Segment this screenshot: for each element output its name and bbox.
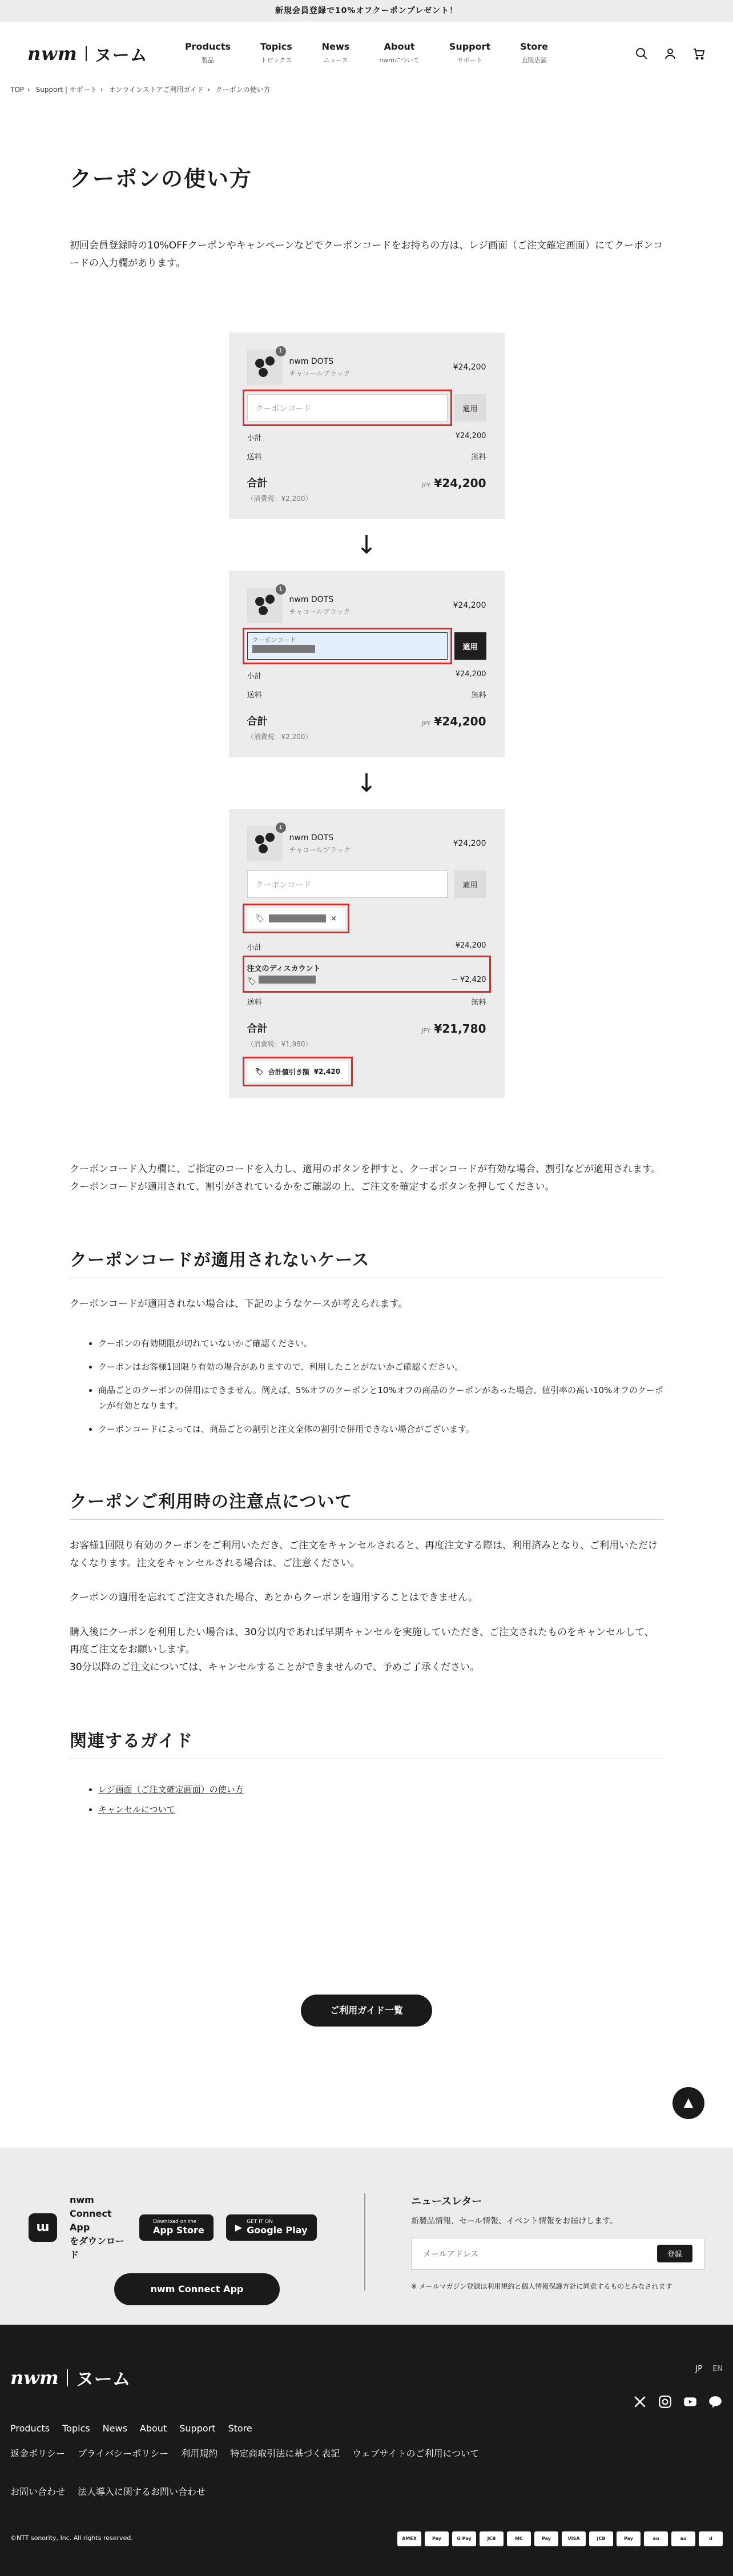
shipping-row [247, 451, 486, 462]
list-item: • クーポンコードによっては、商品ごとの割引と注文全体の割引で併用できない場合がございます。 [98, 1422, 663, 1437]
nav-label: Topics [260, 41, 292, 52]
apply-button[interactable]: 適用 [454, 870, 486, 898]
product-name: nwm DOTS [289, 356, 334, 366]
nav-about[interactable] [379, 41, 419, 65]
app-store-badge[interactable] [139, 2214, 214, 2241]
logo[interactable] [27, 41, 148, 66]
play-icon: ▶ [235, 2222, 243, 2233]
nav-sublabel: トピックス [260, 57, 292, 64]
section-paragraph: 30分以降のご注文については、キャンセルすることができませんので、予めご了承ください。 [70, 1661, 480, 1673]
footer-nav-link[interactable]: Products [10, 2422, 50, 2434]
product-variant: チャコールブラック [289, 845, 351, 854]
section-heading: クーポンコードが適用されないケース [70, 1246, 663, 1278]
footer-nav-link[interactable]: Store [228, 2422, 252, 2434]
jcb-alt-icon: JCB [589, 2531, 613, 2546]
redacted-code [259, 976, 316, 984]
mastercard-icon: MC [507, 2531, 531, 2546]
footer-link[interactable]: 利用規約 [181, 2447, 218, 2459]
logo-latin: nwm [10, 2366, 59, 2389]
footer-link[interactable]: お問い合わせ [10, 2486, 66, 2497]
product-name: nwm DOTS [289, 595, 334, 604]
subtotal-row [247, 432, 486, 443]
store-small-label: GET IT ON [247, 2219, 273, 2225]
nav-label: Support [449, 41, 491, 52]
remove-coupon-button[interactable]: × [331, 914, 337, 923]
product-thumbnail [247, 826, 283, 861]
cart-item [247, 588, 486, 623]
nav-label: News [321, 41, 350, 52]
total-row [247, 475, 486, 490]
total-label: 合計 [247, 1023, 268, 1036]
search-icon[interactable] [635, 47, 649, 61]
tax-note: （消費税：¥2,200） [247, 495, 312, 503]
store-label: App Store [153, 2225, 204, 2236]
footer-link[interactable]: 返金ポリシー [10, 2447, 66, 2459]
copyright: ©NTT sonority, Inc. All rights reserved. [10, 2534, 133, 2542]
nav-sublabel: nwmについて [379, 57, 420, 64]
breadcrumb-support[interactable]: Support | サポート [35, 86, 97, 94]
d-payment-icon: d [699, 2531, 723, 2546]
nav-news[interactable] [322, 41, 350, 65]
breadcrumb-current: クーポンの使い方 [215, 86, 271, 94]
x-icon[interactable] [633, 2394, 647, 2409]
coupon-input[interactable]: クーポンコード [247, 394, 448, 422]
discount-label: 注文のディスカウント [247, 965, 321, 974]
subtotal-value: ¥24,200 [455, 941, 486, 950]
tag-icon: 🏷 [255, 914, 265, 923]
nav-sublabel: 直販店舗 [521, 57, 547, 64]
au-pay-icon: au [644, 2531, 668, 2546]
checkout-example-applied [229, 809, 505, 1098]
tag-icon: 🏷 [255, 1068, 264, 1076]
subtotal-label: 小計 [247, 434, 262, 443]
shipping-value: 無料 [471, 691, 486, 700]
au-icon: au [671, 2531, 695, 2546]
cart-item [247, 350, 486, 385]
shop-pay-icon: Pay [534, 2531, 558, 2546]
cart-icon[interactable] [692, 47, 706, 61]
subtotal-label: 小計 [247, 944, 262, 953]
tax-note: （消費税：¥1,980） [247, 1040, 312, 1049]
list-item: • 商品ごとのクーポンの併用はできません。例えば、5%オフのクーポンと10%オフの商品のクーポンがあった場合、値引率の高い10%オフのクーポンが有効となります。 [98, 1383, 663, 1414]
store-label: Google Play [247, 2225, 308, 2236]
product-variant: チャコールブラック [289, 369, 351, 378]
youtube-icon[interactable] [683, 2394, 698, 2409]
main-content [70, 102, 663, 2027]
footer-link[interactable]: プライバシーポリシー [78, 2447, 169, 2459]
app-promo [29, 2193, 365, 2294]
subtotal-label: 小計 [247, 672, 262, 681]
nav-store[interactable] [520, 41, 548, 65]
coupon-row [247, 870, 486, 898]
nav-products[interactable] [185, 41, 231, 65]
nav-label: Store [520, 41, 549, 52]
shipping-label: 送料 [247, 453, 262, 462]
site-footer [0, 2325, 733, 2576]
coupon-field-label: クーポンコード [252, 636, 296, 644]
nav-label: Products [184, 41, 231, 52]
footer-logo[interactable] [10, 2365, 723, 2391]
site-header [0, 22, 733, 86]
total-value: ¥21,780 [434, 1022, 486, 1036]
section-paragraph: お客様1回限り有効のクーポンをご利用いただき、ご注文をキャンセルされると、再度注文する際は、利用済みとなり、ご利用いただけなくなります。注文をキャンセルされる場合は、ご注意ください。 [70, 1539, 658, 1569]
google-pay-icon: G Pay [452, 2531, 476, 2546]
nav-sublabel: サポート [457, 57, 482, 64]
total-value: ¥24,200 [434, 715, 486, 729]
tax-note: （消費税：¥2,200） [247, 733, 312, 741]
visa-icon: VISA [562, 2531, 586, 2546]
instruction-paragraph: クーポンコード入力欄に、ご指定のコードを入力し、適用のボタンを押すと、クーポンコードが有効な場合、割引などが適用されます。 [70, 1163, 661, 1175]
redacted-code [269, 914, 326, 922]
total-value: ¥24,200 [434, 476, 486, 491]
section-paragraph: クーポンの適用を忘れてご注文された場合、あとからクーポンを適用することはできません。 [70, 1592, 478, 1604]
nav-sublabel: ニュース [323, 57, 348, 64]
breadcrumb-top[interactable]: TOP [10, 86, 25, 94]
total-row [247, 1021, 486, 1036]
nav-topics[interactable] [260, 41, 292, 65]
language-switcher [695, 2365, 723, 2373]
tag-icon: 🏷 [247, 977, 259, 986]
main-nav [185, 41, 548, 65]
total-saving [247, 1061, 349, 1082]
social-links [633, 2394, 723, 2409]
shipping-value: 無料 [471, 453, 486, 462]
related-link[interactable]: • キャンセルについて [98, 1802, 663, 1817]
guide-list-button[interactable]: ご利用ガイド一覧 [301, 1995, 432, 2027]
header-icons [635, 47, 706, 61]
footer-nav-link[interactable]: Topics [62, 2422, 90, 2434]
google-play-badge[interactable] [226, 2214, 317, 2241]
logo-divider [67, 2369, 68, 2386]
saving-value: ¥2,420 [313, 1068, 341, 1076]
total-label: 合計 [247, 716, 268, 728]
newsletter [365, 2193, 704, 2325]
subtotal-row [247, 670, 486, 681]
list-item: • クーポンはお客様1回限り有効の場合がありますので、利用したことがないかご確認ください。 [98, 1359, 663, 1375]
product-price: ¥24,200 [453, 839, 486, 849]
apple-pay-icon: Pay [425, 2531, 449, 2546]
subtotal-row [247, 941, 486, 952]
coupon-row [247, 394, 486, 422]
jcb-icon: JCB [480, 2531, 504, 2546]
apply-button-active[interactable]: 適用 [454, 632, 486, 660]
breadcrumb: TOP › Support | サポート › オンラインストアご利用ガイド › クーポンの使い方 [10, 86, 271, 94]
announcement-bar[interactable]: 新規会員登録で10%オフクーポンプレゼント！ [0, 0, 733, 22]
footer-link[interactable]: 法人導入に関するお問い合わせ [78, 2486, 206, 2497]
coupon-row [247, 632, 486, 660]
checkout-example-empty [229, 332, 505, 519]
app-icon: ɯ [29, 2213, 57, 2242]
section-heading: クーポンご利用時の注意点について [70, 1487, 663, 1520]
footer-link[interactable]: ウェブサイトのご利用について [352, 2447, 480, 2459]
amex-icon: AMEX [397, 2531, 421, 2546]
line-icon[interactable] [708, 2394, 723, 2409]
qty-badge: 1 [276, 584, 286, 595]
down-arrow-icon: ↓ [356, 768, 377, 798]
product-thumbnail [247, 350, 283, 385]
shipping-row [247, 996, 486, 1007]
footer-links [10, 2446, 524, 2498]
arrow-up-icon: ▲ [683, 2096, 694, 2110]
redacted-code [252, 645, 315, 653]
product-thumbnail [247, 588, 283, 623]
total-row [247, 713, 486, 728]
coupon-input[interactable]: クーポンコード [247, 870, 448, 898]
related-link[interactable]: • レジ画面（ご注文確定画面）の使い方 [98, 1782, 663, 1797]
discount-value: − ¥2,420 [451, 976, 486, 985]
subtotal-value: ¥24,200 [455, 670, 486, 679]
total-label: 合計 [247, 478, 268, 490]
footer-link[interactable]: 特定商取引法に基づく表記 [230, 2447, 340, 2459]
paypay-icon: Pay [617, 2531, 641, 2546]
logo-kana: ヌーム [75, 2368, 131, 2390]
nav-support[interactable] [449, 41, 490, 65]
nav-label: About [384, 41, 415, 52]
qty-badge: 1 [276, 346, 286, 356]
instruction-paragraph: クーポンコードが適用されて、割引がされているかをご確認の上、ご注文を確定するボタンを押してください。 [70, 1181, 555, 1193]
apply-button[interactable]: 適用 [454, 394, 486, 422]
currency: JPY [421, 720, 431, 728]
section-related [70, 1727, 663, 1817]
logo-divider [86, 46, 87, 61]
instagram-icon[interactable] [658, 2394, 672, 2409]
product-variant: チャコールブラック [289, 607, 351, 616]
footer-nav-link[interactable]: News [102, 2422, 127, 2434]
section-paragraph: 購入後にクーポンを利用したい場合は、30分以内であれば早期キャンセルを実施していただき、ご注文されたものをキャンセルして、再度ご注文をお願いします。 [70, 1626, 654, 1656]
case-list [70, 1336, 663, 1437]
nav-sublabel: 製品 [201, 57, 214, 64]
list-item: • クーポンの有効期限が切れていないかご確認ください。 [98, 1336, 663, 1351]
account-icon[interactable] [663, 47, 677, 61]
section-not-applied [70, 1246, 663, 1437]
discount-row [247, 960, 486, 988]
subtotal-value: ¥24,200 [455, 432, 486, 441]
section-heading: 関連するガイド [70, 1727, 663, 1759]
logo-kana: ヌーム [94, 46, 148, 66]
currency: JPY [421, 482, 431, 489]
currency: JPY [421, 1027, 431, 1035]
cart-item [247, 826, 486, 861]
qty-badge: 1 [276, 822, 286, 833]
coupon-input-filled[interactable] [247, 632, 448, 660]
applied-coupon-tag [247, 908, 345, 929]
back-to-top-button[interactable] [672, 2087, 704, 2119]
down-arrow-icon: ↓ [356, 530, 377, 560]
newsletter-desc: 新製品情報、セール情報、イベント情報をお届けします。 [411, 2216, 618, 2226]
app-download-section [0, 2148, 733, 2325]
shipping-label: 送料 [247, 691, 262, 700]
saving-label: 合計値引き額 [268, 1068, 309, 1076]
app-name: nwm Connect App [70, 2194, 112, 2233]
shipping-row [247, 689, 486, 700]
section-intro: クーポンコードが適用されない場合は、下記のようなケースが考えられます。 [70, 1298, 408, 1310]
related-links [70, 1782, 663, 1817]
instruction-text [70, 1161, 663, 1195]
footer-nav-link[interactable]: About [139, 2422, 167, 2434]
breadcrumb-guide[interactable]: オンラインストアご利用ガイド [108, 86, 204, 94]
lang-jp[interactable]: JP [695, 2364, 703, 2373]
email-input[interactable]: メールアドレス [423, 2249, 479, 2259]
section-notes [70, 1487, 663, 1676]
connect-app-button[interactable]: nwm Connect App [114, 2273, 280, 2305]
newsletter-title: ニュースレター [411, 2195, 482, 2208]
checkout-example-filled [229, 571, 505, 757]
logo-latin: nwm [27, 43, 78, 65]
newsletter-note: ※ メールマガジン登録は利用規約と個人情報保護方針に同意するものとみなされます [411, 2282, 672, 2290]
shipping-label: 送料 [247, 998, 262, 1008]
product-name: nwm DOTS [289, 833, 334, 842]
newsletter-form [411, 2238, 704, 2270]
page-title: クーポンの使い方 [70, 166, 253, 191]
page-lead: 初回会員登録時の10%OFFクーポンやキャンペーンなどでクーポンコードをお持ちの方は、レジ画面（ご注文確定画面）にてクーポンコードの入力欄があります。 [70, 240, 663, 269]
lang-en[interactable]: EN [712, 2364, 723, 2373]
product-price: ¥24,200 [453, 363, 486, 372]
app-download-label: をダウンロード [70, 2235, 125, 2260]
newsletter-submit-button[interactable]: 登録 [657, 2245, 692, 2262]
footer-nav [10, 2423, 723, 2434]
product-price: ¥24,200 [453, 601, 486, 611]
shipping-value: 無料 [471, 998, 486, 1008]
footer-nav-link[interactable]: Support [179, 2422, 216, 2434]
payment-methods [397, 2531, 723, 2546]
store-small-label: Download on the [153, 2219, 197, 2225]
